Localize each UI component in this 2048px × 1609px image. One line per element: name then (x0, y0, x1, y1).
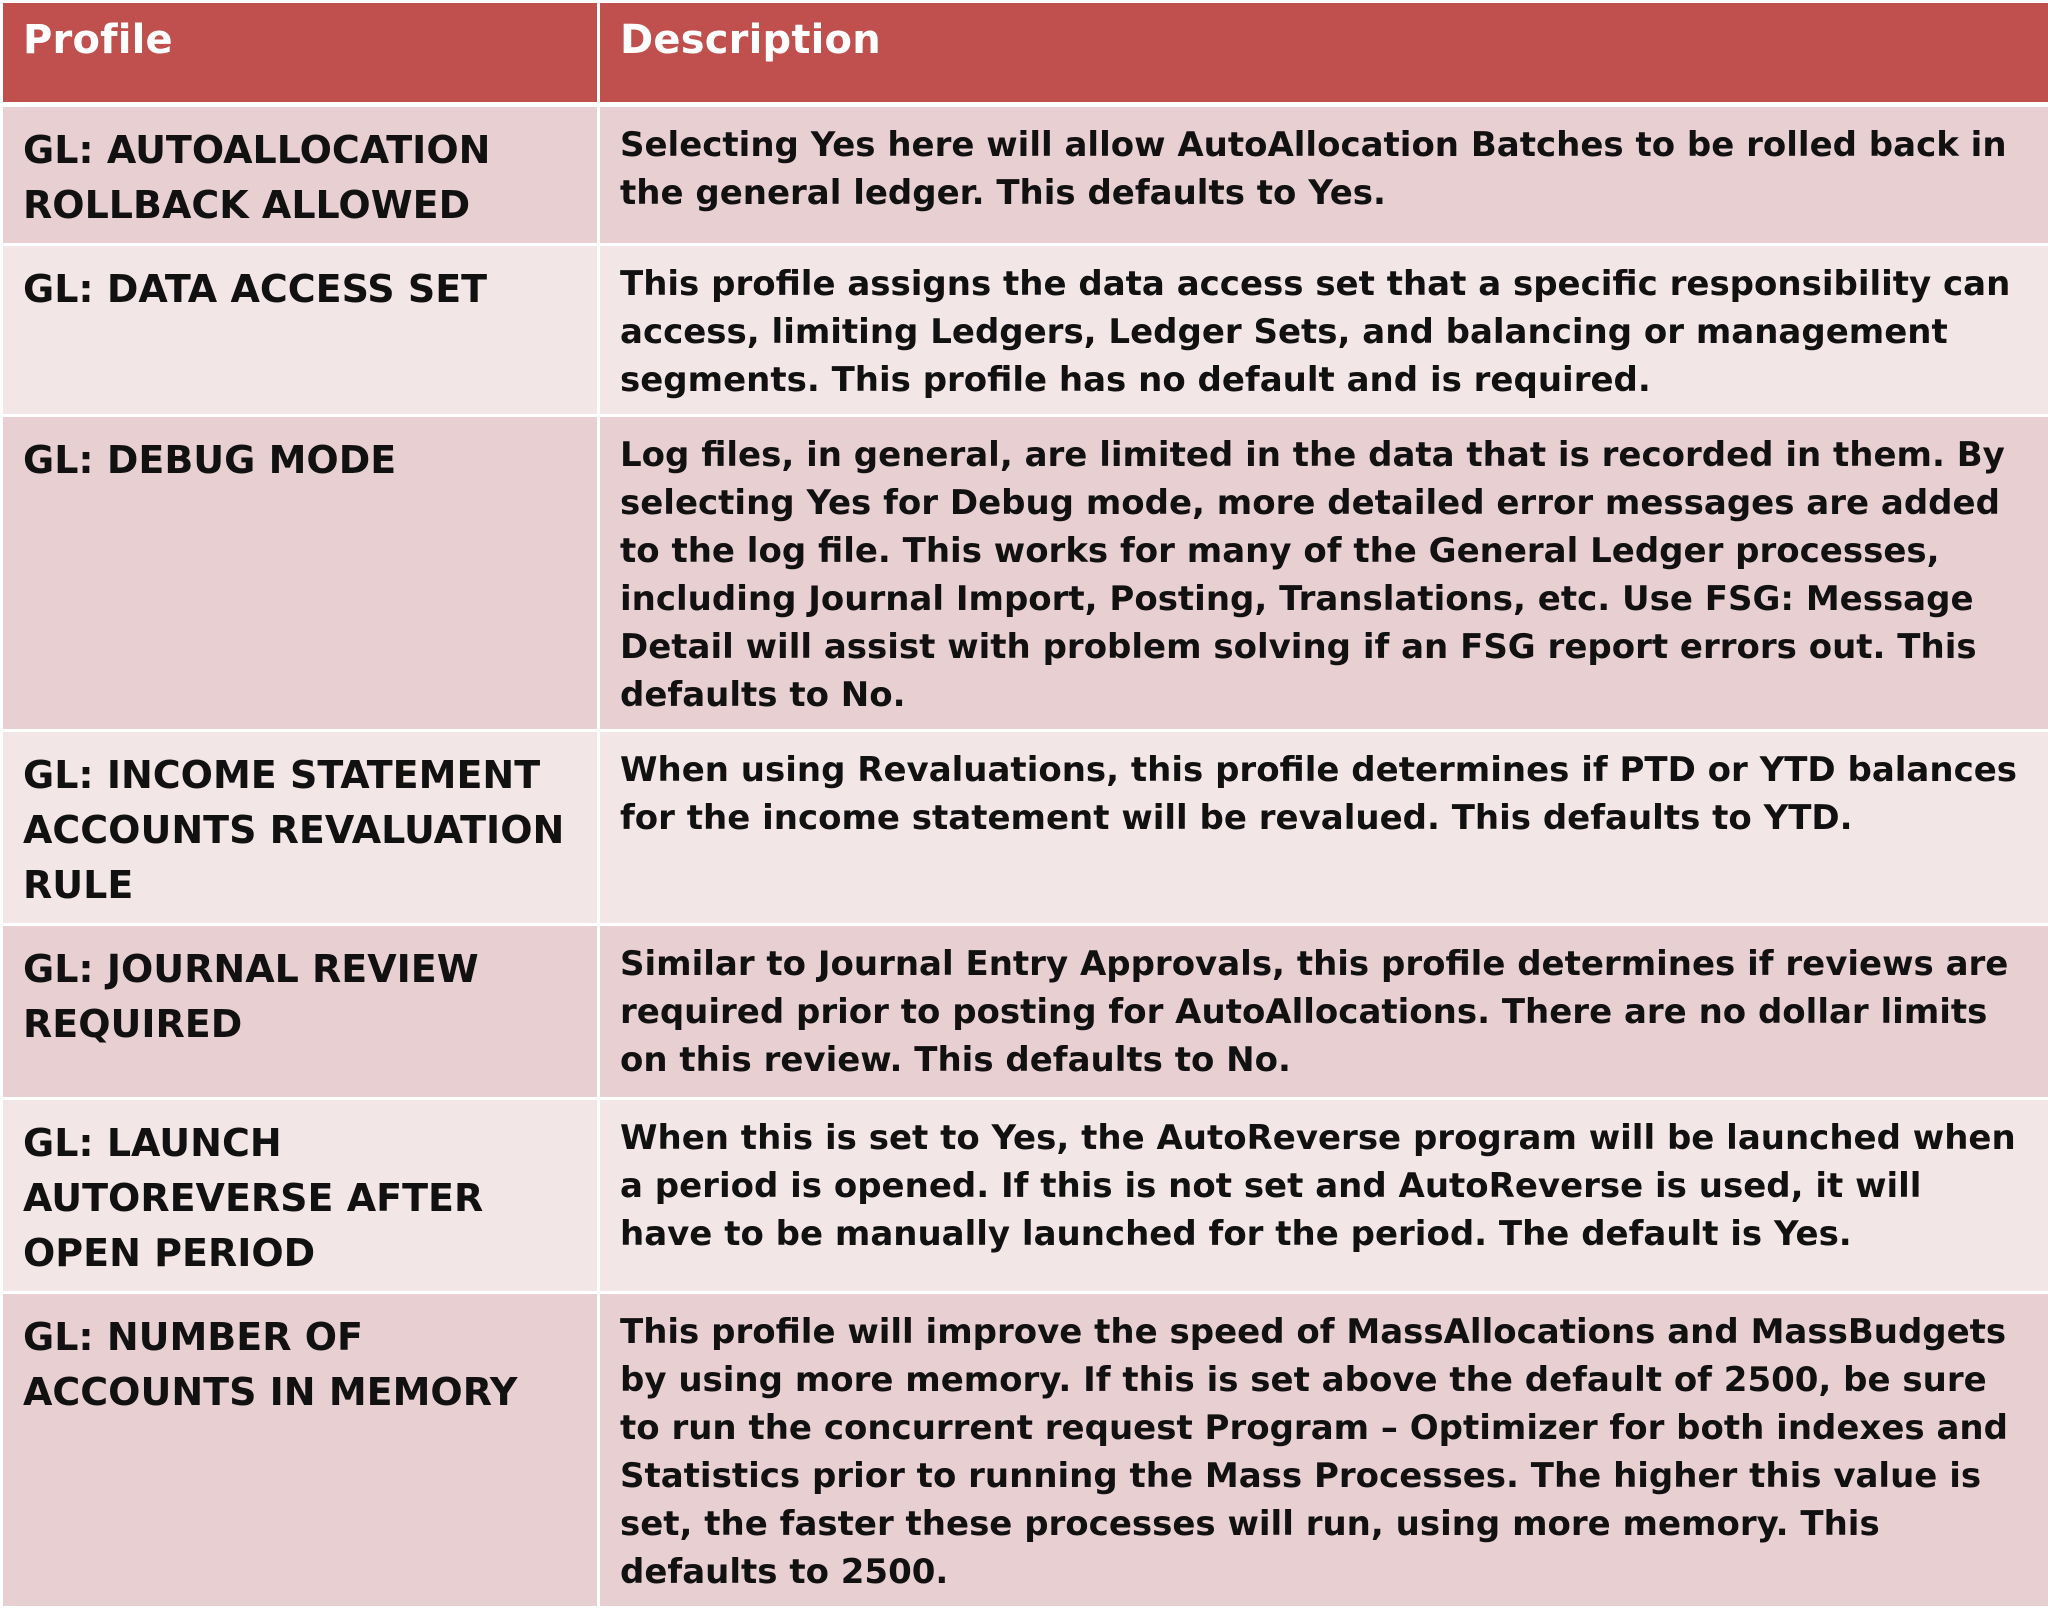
table-row (2, 245, 2048, 416)
profile-description: This profile assigns the data access set that a specific responsibility can access, limiting Ledgers, Ledger Sets, and balancing or management segments. This profile has no default and is required. (599, 245, 2048, 416)
table-row (2, 1293, 2048, 1608)
profile-description: Similar to Journal Entry Approvals, this profile determines if reviews are required prior to posting for AutoAllocations. There are no dollar limits on this review. This defaults to No. (599, 925, 2048, 1099)
table-row (2, 1099, 2048, 1293)
profile-name: GL: DEBUG MODE (2, 416, 599, 731)
profile-description: When this is set to Yes, the AutoReverse program will be launched when a period is opened. If this is not set and AutoReverse is used, it will have to be manually launched for the period. The default is Yes. (599, 1099, 2048, 1293)
table-body (2, 105, 2048, 1608)
table-row (2, 416, 2048, 731)
profile-name: GL: INCOME STATEMENT ACCOUNTS REVALUATION RULE (2, 731, 599, 925)
profile-name: GL: AUTOALLOCATION ROLLBACK ALLOWED (2, 105, 599, 245)
profile-description: Log files, in general, are limited in the data that is recorded in them. By selecting Yes for Debug mode, more detailed error messages are added to the log file. This works for many of the General Ledger processes, including Journal Import, Posting, Translations, etc. Use FSG: Message Detail will assist with problem solving if an FSG report errors out. This defaults to No. (599, 416, 2048, 731)
description-column-header: Description (599, 2, 2048, 105)
profile-description: This profile will improve the speed of MassAllocations and MassBudgets by using more memory. If this is set above the default of 2500, be sure to run the concurrent request Program – Optimizer for both indexes and Statistics prior to running the Mass Processes. The higher this value is set, the faster these processes will run, using more memory. This defaults to 2500. (599, 1293, 2048, 1608)
table-row (2, 731, 2048, 925)
header-row (2, 2, 2048, 105)
profile-column-header: Profile (2, 2, 599, 105)
profile-name: GL: LAUNCH AUTOREVERSE AFTER OPEN PERIOD (2, 1099, 599, 1293)
table-row (2, 925, 2048, 1099)
table-header (2, 2, 2048, 105)
profile-name: GL: JOURNAL REVIEW REQUIRED (2, 925, 599, 1099)
table-row (2, 105, 2048, 245)
profile-name: GL: DATA ACCESS SET (2, 245, 599, 416)
profile-description: When using Revaluations, this profile determines if PTD or YTD balances for the income statement will be revalued. This defaults to YTD. (599, 731, 2048, 925)
profile-name: GL: NUMBER OF ACCOUNTS IN MEMORY (2, 1293, 599, 1608)
profile-description: Selecting Yes here will allow AutoAllocation Batches to be rolled back in the general ledger. This defaults to Yes. (599, 105, 2048, 245)
